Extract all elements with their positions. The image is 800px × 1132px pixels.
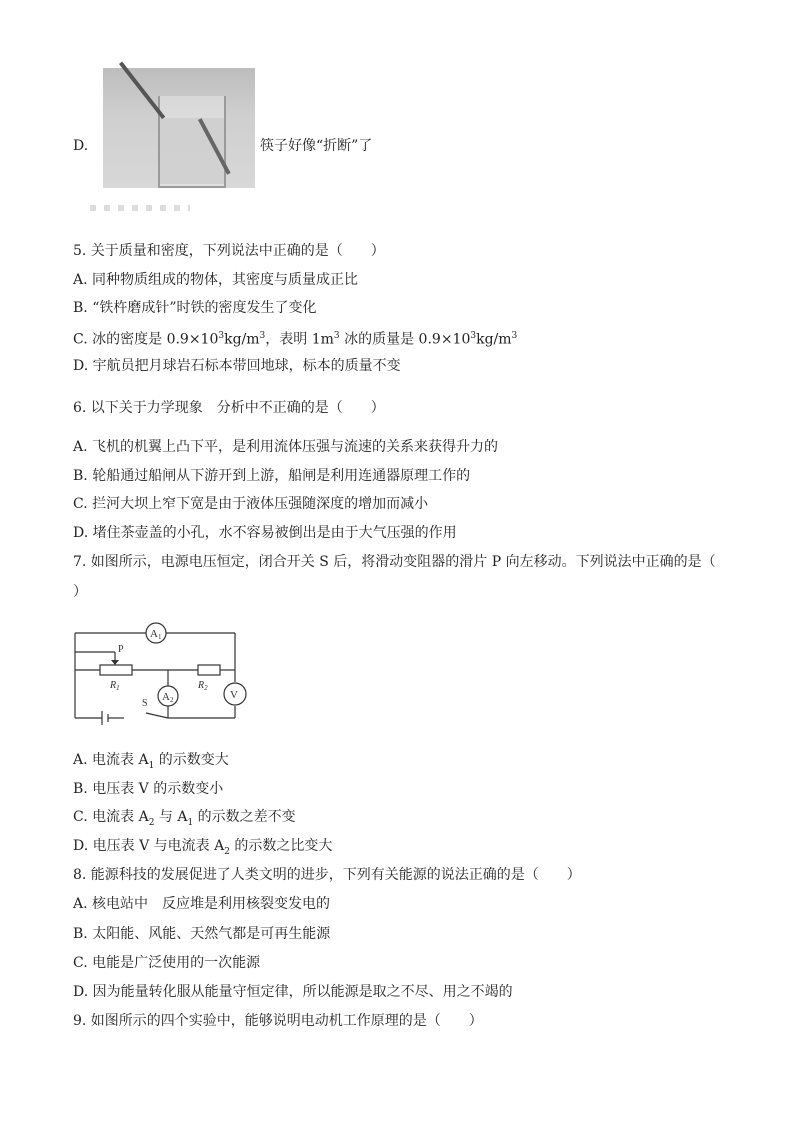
q5-option-d: D. 宇航员把月球岩石标本带回地球，标本的质量不变 [73, 358, 401, 374]
q8-option-a: A. 核电站中 反应堆是利用核裂变发电的 [73, 896, 331, 912]
q7-stem-cont: ） [73, 584, 87, 600]
label-s: S [142, 698, 148, 709]
label-p: P [118, 644, 124, 655]
q8-option-b: B. 太阳能、风能、天然气都是可再生能源 [73, 926, 331, 942]
label-a2: A2 [162, 691, 174, 704]
q5-option-c: C. 冰的密度是 $0.9\times 10^3kg/m^3$，表明 $1m^3$ 冰的质量是 $0.9\times 10^3kg/m^3$ [73, 331, 518, 348]
scan-smudge [90, 205, 190, 211]
q5-option-a: A. 同种物质组成的物体，其密度与质量成正比 [73, 272, 359, 288]
chopsticks-in-water-photo [103, 68, 255, 188]
q6-option-b: B. 轮船通过船闸从下游开到上游，船闸是利用连通器原理工作的 [73, 468, 471, 484]
q7-option-c: C. 电流表 $A_2$ 与 $A_1$ 的示数之差不变 [73, 809, 296, 828]
q6-option-a: A. 飞机的机翼上凸下平，是利用流体压强与流速的关系来获得升力的 [73, 439, 499, 455]
q5-option-b: B. “铁杵磨成针”时铁的密度发生了变化 [73, 300, 317, 316]
circuit-diagram [70, 620, 250, 730]
chopstick-upper [119, 62, 165, 120]
q7-option-a: A. 电流表 $A_1$ 的示数变大 [73, 752, 229, 771]
q6-stem: 6. 以下关于力学现象 分析中不正确的是（ ） [73, 400, 385, 416]
q7-option-b: B. 电压表 V 的示数变小 [73, 781, 224, 797]
q8-stem: 8. 能源科技的发展促进了人类文明的进步，下列有关能源的说法正确的是（ ） [73, 867, 581, 883]
q6-option-c: C. 拦河大坝上窄下宽是由于液体压强随深度的增加而减小 [73, 496, 429, 512]
label-r1: $R_1$ [110, 680, 120, 692]
label-a1: A1 [150, 628, 162, 641]
q9-stem: 9. 如图所示的四个实验中，能够说明电动机工作原理的是（ ） [73, 1013, 483, 1029]
q7-stem: 7. 如图所示，电源电压恒定，闭合开关 S 后，将滑动变阻器的滑片 P 向左移动。下列说法中正确的是（ [73, 554, 716, 570]
slider-arrow-icon [111, 660, 119, 665]
q5-stem: 5. 关于质量和密度，下列说法中正确的是（ ） [73, 243, 385, 259]
q8-option-c: C. 电能是广泛使用的一次能源 [73, 955, 261, 971]
q6-option-d: D. 堵住茶壶盖的小孔，水不容易被倒出是由于大气压强的作用 [73, 525, 457, 541]
q4-option-d-text: 筷子好像“折断”了 [260, 138, 373, 154]
q4-option-d-label: D. [73, 138, 89, 154]
q7-option-d: D. 电压表 V 与电流表 $A_2$ 的示数之比变大 [73, 838, 333, 857]
q8-option-d: D. 因为能量转化服从能量守恒定律，所以能源是取之不尽、用之不竭的 [73, 984, 513, 1000]
label-r2: $R_2$ [198, 680, 208, 692]
label-v: V [230, 689, 238, 701]
